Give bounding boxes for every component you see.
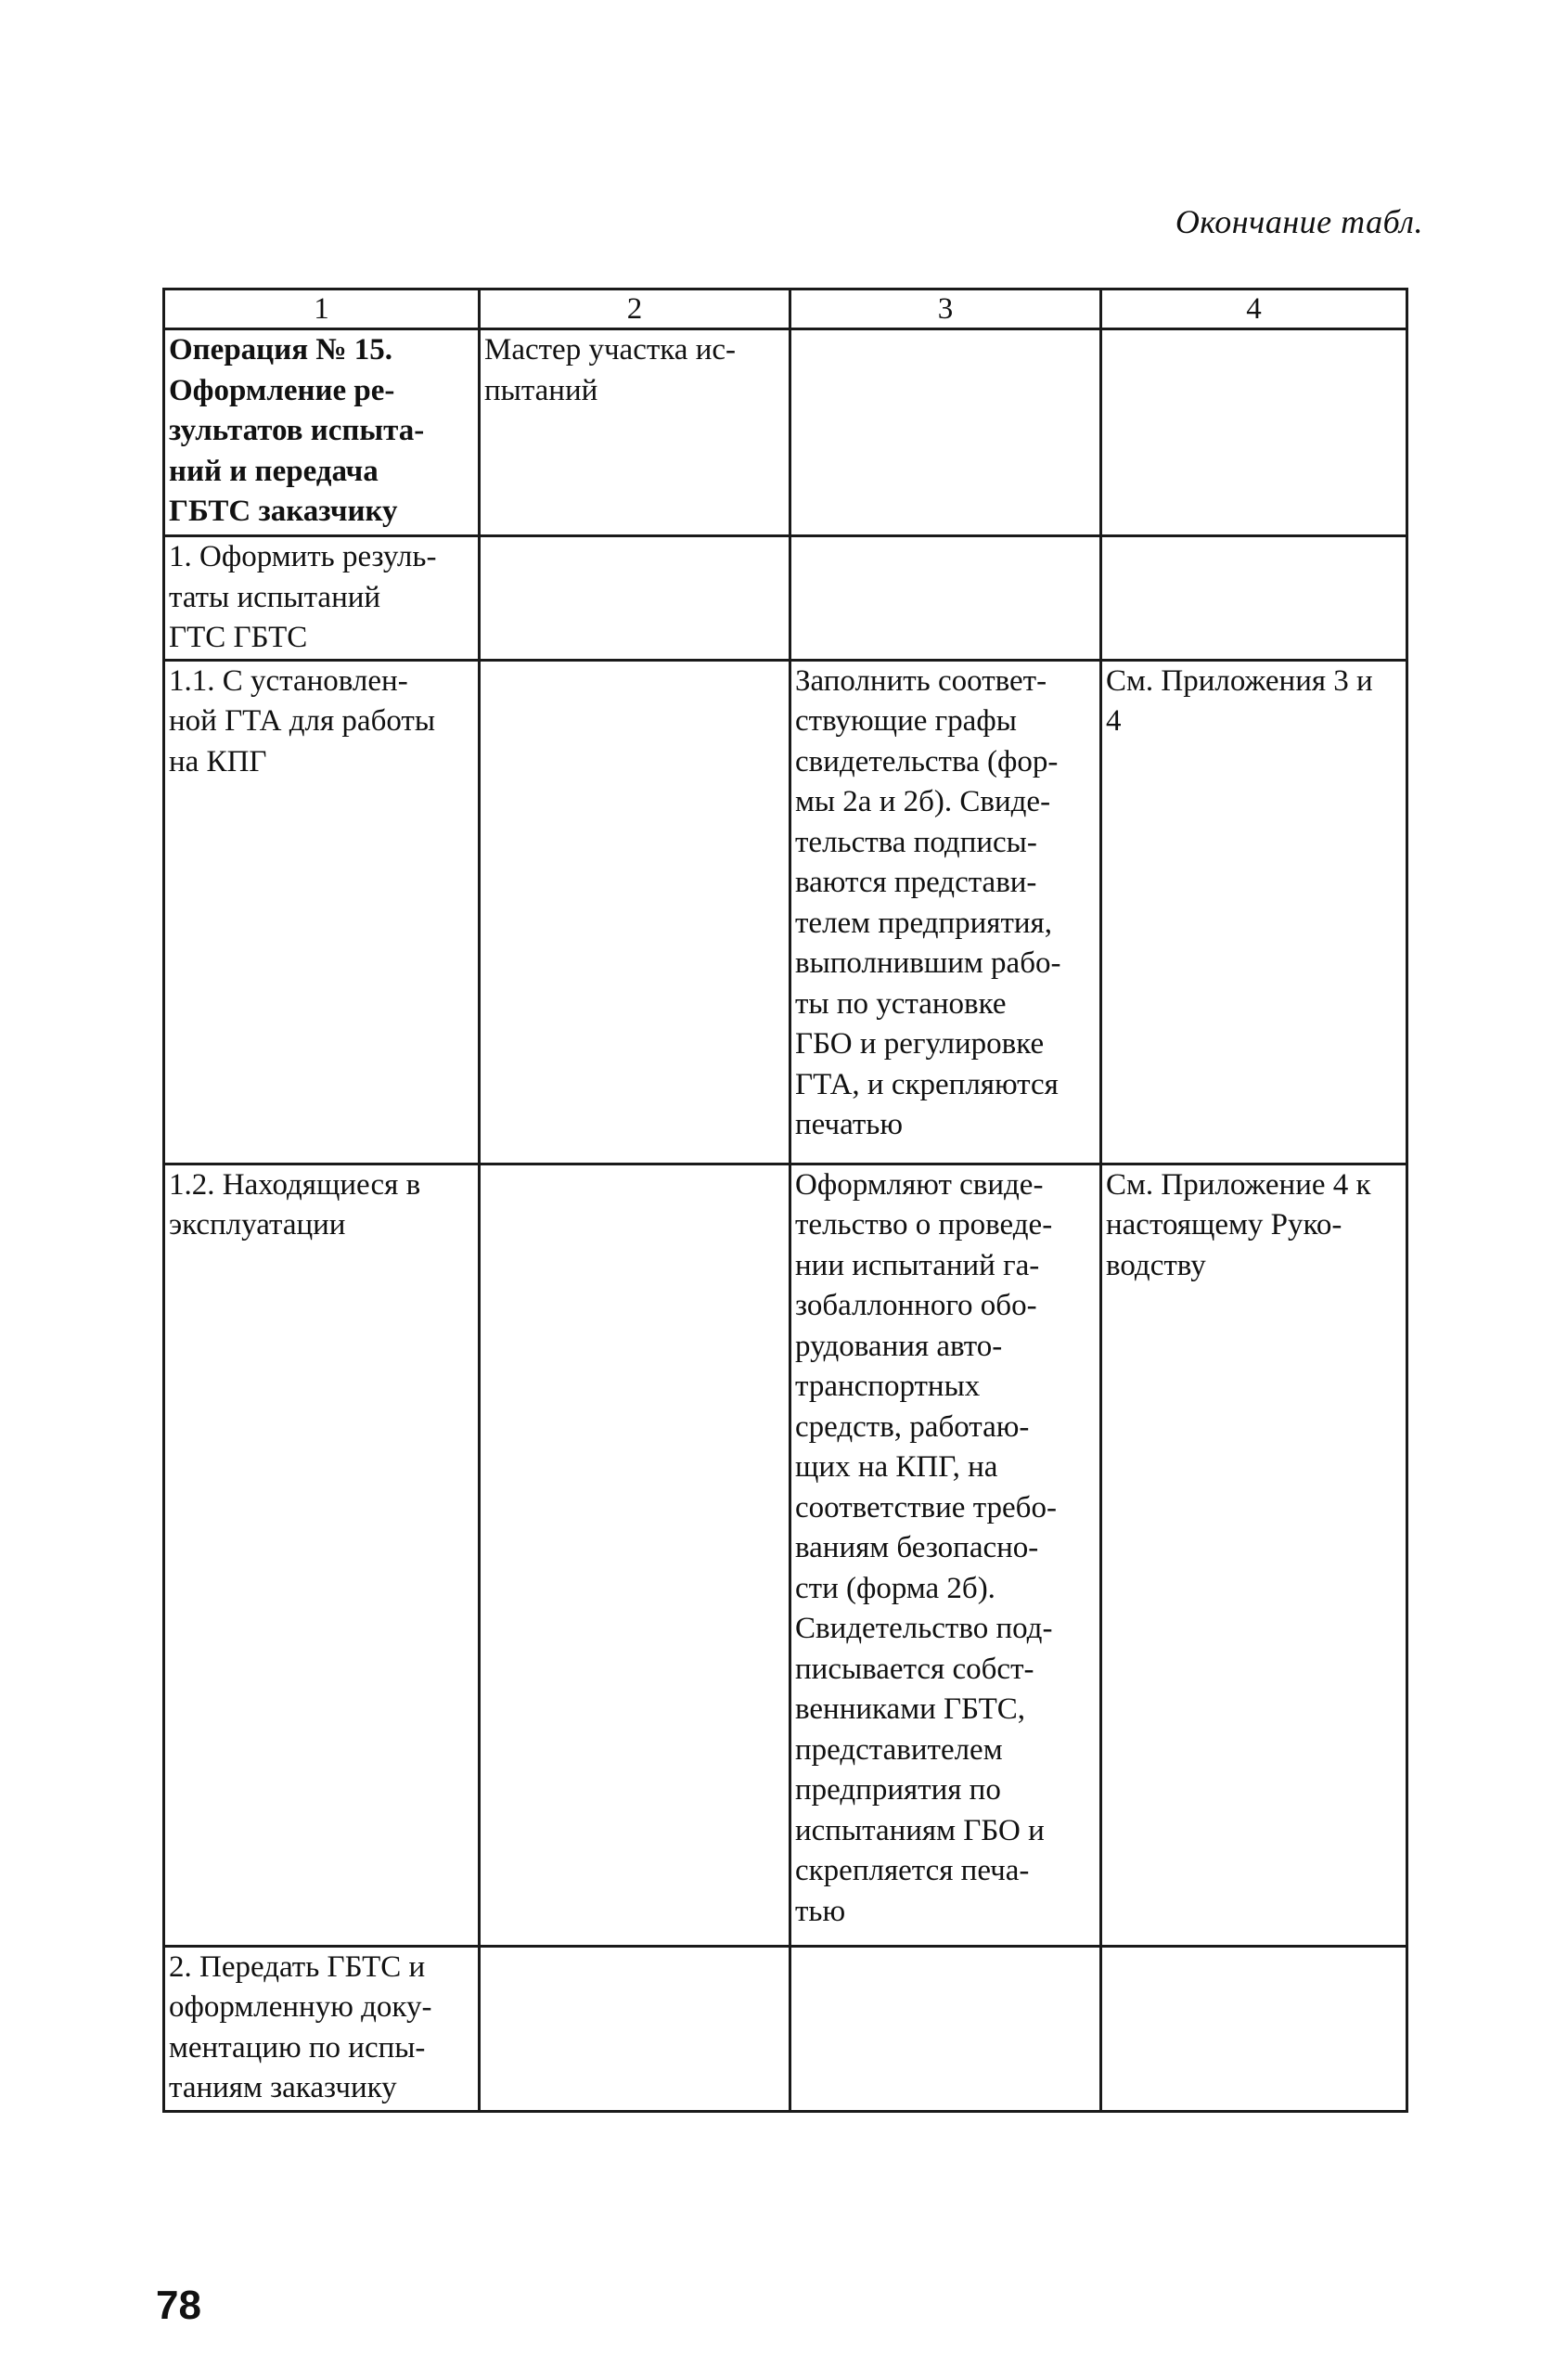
column-header-1: 1 bbox=[164, 289, 480, 329]
operations-table bbox=[162, 288, 1408, 2113]
table-cell bbox=[480, 329, 790, 536]
column-header-3: 3 bbox=[790, 289, 1101, 329]
reference-note: См. Приложение 4 к настоящему Руко- водству bbox=[1106, 1167, 1371, 1282]
table-row bbox=[164, 329, 1407, 536]
table-cell bbox=[164, 1946, 480, 2111]
table-cell bbox=[164, 536, 480, 661]
table-cell bbox=[164, 660, 480, 1164]
table-row bbox=[164, 1164, 1407, 1946]
table-cell bbox=[790, 660, 1101, 1164]
table-cell bbox=[1101, 536, 1407, 661]
column-header-4: 4 bbox=[1101, 289, 1407, 329]
table-cell bbox=[1101, 660, 1407, 1164]
table-cell bbox=[790, 1946, 1101, 2111]
table-row bbox=[164, 660, 1407, 1164]
table-cell bbox=[480, 660, 790, 1164]
operation-title: Операция № 15. Оформление ре- зультатов испыта- ний и передача ГБТС заказчику bbox=[169, 333, 425, 528]
table-cell bbox=[480, 1164, 790, 1946]
table-cell bbox=[1101, 1946, 1407, 2111]
step-text: 2. Передать ГБТС и оформленную доку- ментацию по испы- таниям заказчику bbox=[169, 1949, 432, 2104]
table-cell bbox=[164, 1164, 480, 1946]
step-text: 1.2. Находящиеся в эксплуатации bbox=[169, 1167, 421, 1241]
responsible-person: Мастер участка ис- пытаний bbox=[484, 333, 736, 407]
column-number-row bbox=[164, 289, 1407, 329]
table-cell bbox=[480, 536, 790, 661]
table-continuation-label: Окончание табл. bbox=[1175, 203, 1423, 240]
table-row bbox=[164, 1946, 1407, 2111]
table-cell bbox=[164, 329, 480, 536]
table-cell bbox=[1101, 329, 1407, 536]
page-number: 78 bbox=[156, 2283, 201, 2328]
table-cell bbox=[790, 536, 1101, 661]
column-header-2: 2 bbox=[480, 289, 790, 329]
action-description: Оформляют свиде- тельство о проведе- нии испытаний га- зобаллонного обо- рудования авто- транспортных средств, работаю- щих на КПГ, на соответствие требо- ваниям безопасно- сти (форма 2б). Свидетельство под- писывается собст- венниками ГБТС, представителем предприятия по испытаниям ГБО и скрепляется печа- тью bbox=[795, 1167, 1057, 1928]
step-text: 1.1. С установлен- ной ГТА для работы на КПГ bbox=[169, 663, 436, 778]
step-text: 1. Оформить резуль- таты испытаний ГТС ГБТС bbox=[169, 540, 437, 654]
table-cell bbox=[790, 1164, 1101, 1946]
action-description: Заполнить соответ- ствующие графы свидетельства (фор- мы 2а и 2б). Свиде- тельства подписы- ваются представи- телем предприятия, выполнившим рабо- ты по установке ГБО и регулировке ГТА, и скрепляются печатью bbox=[795, 663, 1061, 1141]
table-row bbox=[164, 536, 1407, 661]
table-cell bbox=[480, 1946, 790, 2111]
table-cell bbox=[1101, 1164, 1407, 1946]
table-cell bbox=[790, 329, 1101, 536]
reference-note: См. Приложения 3 и 4 bbox=[1106, 663, 1373, 738]
